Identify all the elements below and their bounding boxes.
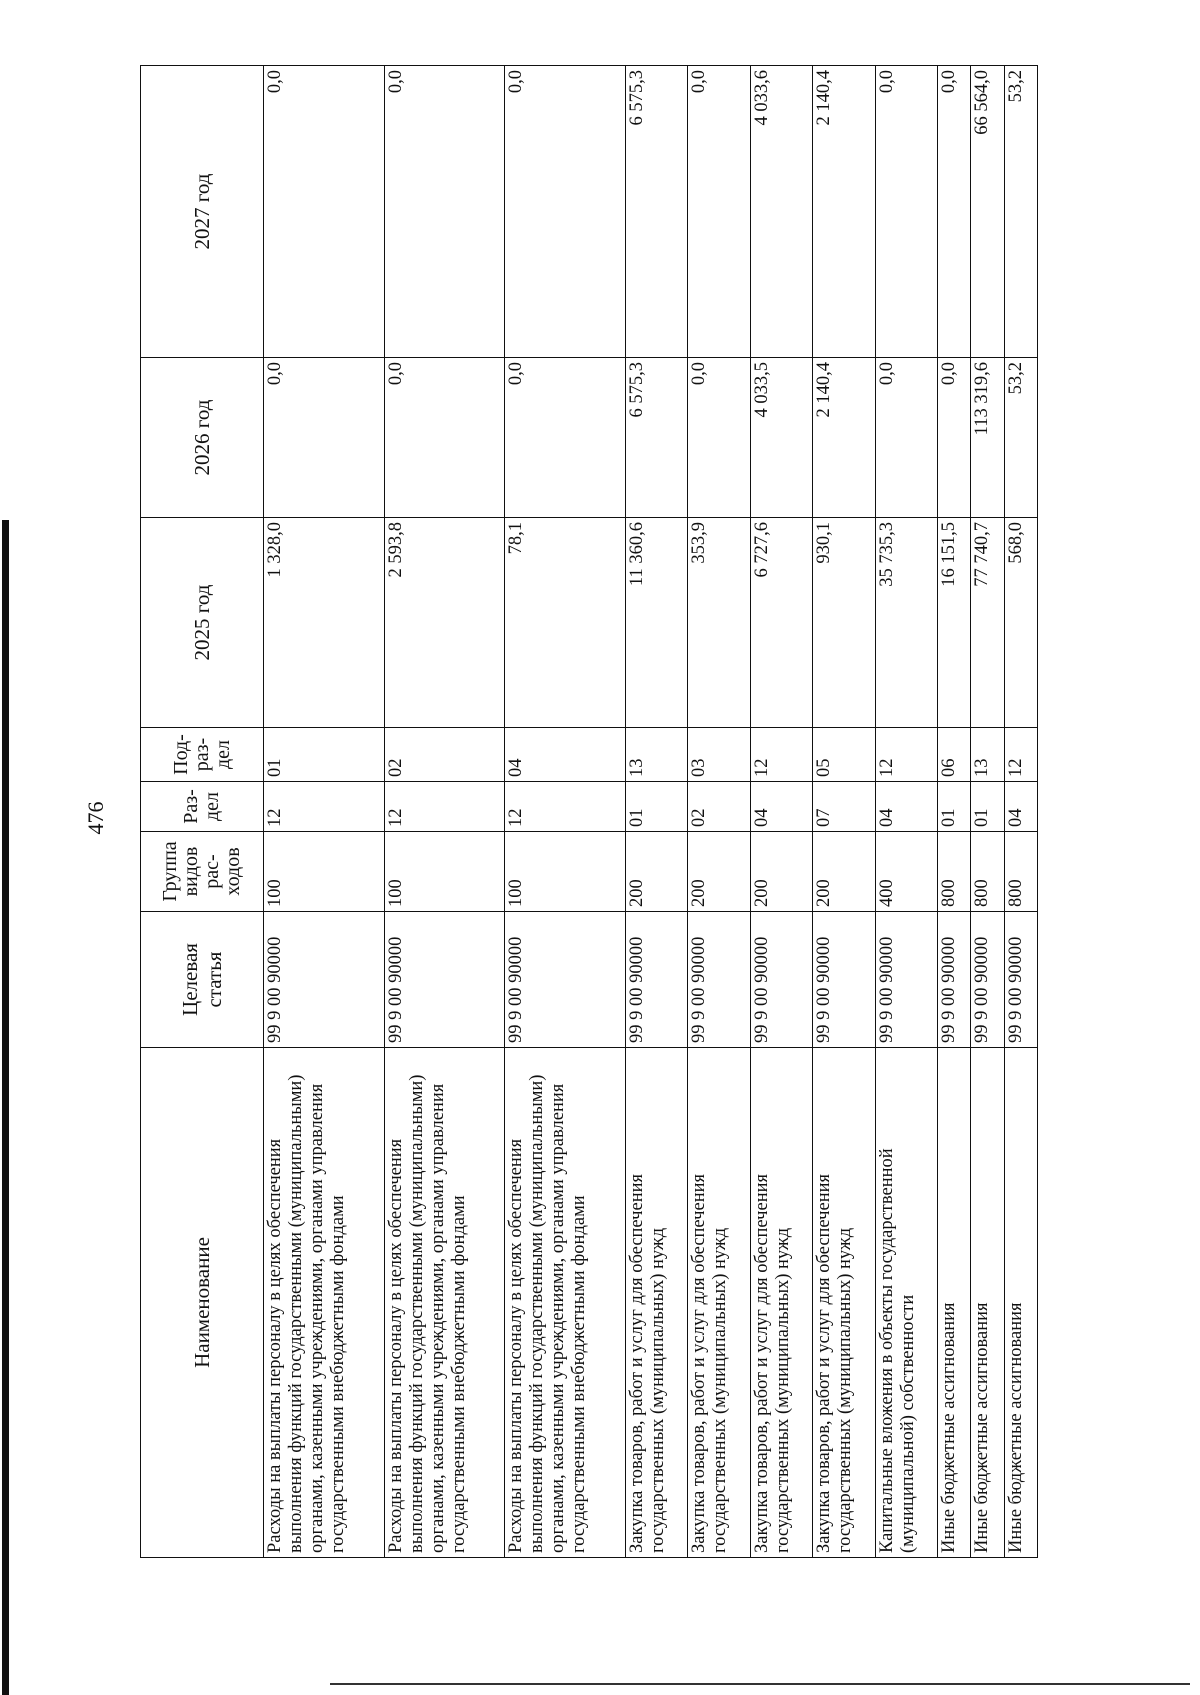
cell-group: 100 (264, 832, 385, 912)
cell-name: Иные бюджетные ассигнования (1004, 1048, 1037, 1558)
cell-group: 200 (626, 832, 688, 912)
cell-subsection: 01 (264, 728, 385, 782)
table-row (505, 66, 626, 1558)
cell-section: 07 (813, 782, 875, 832)
cell-target: 99 9 00 90000 (813, 912, 875, 1048)
cell-2025: 11 360,6 (626, 518, 688, 728)
cell-target: 99 9 00 90000 (264, 912, 385, 1048)
cell-2025: 78,1 (505, 518, 626, 728)
cell-target: 99 9 00 90000 (688, 912, 750, 1048)
cell-2026: 0,0 (264, 358, 385, 518)
table-row (813, 66, 875, 1558)
cell-name: Расходы на выплаты персоналу в целях обеспечения выполнения функций государственными (муниципальными) органами, казенными учреждениями, органами управления государственными внебюджетными фондами (384, 1048, 505, 1558)
cell-section: 02 (688, 782, 750, 832)
cell-2027: 0,0 (688, 66, 750, 358)
cell-2027: 4 033,6 (750, 66, 812, 358)
cell-section: 04 (750, 782, 812, 832)
table-row (971, 66, 1004, 1558)
cell-2026: 53,2 (1004, 358, 1037, 518)
cell-section: 01 (938, 782, 971, 832)
cell-section: 04 (1004, 782, 1037, 832)
cell-2025: 2 593,8 (384, 518, 505, 728)
cell-group: 100 (384, 832, 505, 912)
cell-2026: 0,0 (505, 358, 626, 518)
cell-2026: 0,0 (688, 358, 750, 518)
cell-2025: 6 727,6 (750, 518, 812, 728)
cell-2026: 0,0 (384, 358, 505, 518)
header-name: Наименование (141, 1048, 264, 1558)
header-subsection: Под- раз- дел (141, 728, 264, 782)
table-row (938, 66, 971, 1558)
header-2025: 2025 год (141, 518, 264, 728)
header-2027: 2027 год (141, 66, 264, 358)
cell-2027: 0,0 (875, 66, 937, 358)
cell-2027: 2 140,4 (813, 66, 875, 358)
cell-target: 99 9 00 90000 (384, 912, 505, 1048)
cell-section: 12 (384, 782, 505, 832)
cell-section: 12 (264, 782, 385, 832)
cell-subsection: 04 (505, 728, 626, 782)
cell-name: Иные бюджетные ассигнования (971, 1048, 1004, 1558)
table-row (626, 66, 688, 1558)
cell-target: 99 9 00 90000 (1004, 912, 1037, 1048)
table-body (264, 66, 1038, 1558)
cell-subsection: 06 (938, 728, 971, 782)
cell-subsection: 12 (750, 728, 812, 782)
cell-name: Капитальные вложения в объекты государственной (муниципальной) собственности (875, 1048, 937, 1558)
cell-2026: 6 575,3 (626, 358, 688, 518)
header-2026: 2026 год (141, 358, 264, 518)
cell-target: 99 9 00 90000 (875, 912, 937, 1048)
cell-section: 12 (505, 782, 626, 832)
cell-subsection: 02 (384, 728, 505, 782)
cell-subsection: 13 (626, 728, 688, 782)
cell-group: 200 (688, 832, 750, 912)
table-row (1004, 66, 1037, 1558)
cell-name: Иные бюджетные ассигнования (938, 1048, 971, 1558)
table-row (875, 66, 937, 1558)
cell-name: Расходы на выплаты персоналу в целях обеспечения выполнения функций государственными (муниципальными) органами, казенными учреждениями, органами управления государственными внебюджетными фондами (264, 1048, 385, 1558)
cell-2025: 930,1 (813, 518, 875, 728)
cell-subsection: 12 (875, 728, 937, 782)
cell-group: 200 (750, 832, 812, 912)
cell-group: 800 (1004, 832, 1037, 912)
cell-target: 99 9 00 90000 (971, 912, 1004, 1048)
table-row (264, 66, 385, 1558)
cell-subsection: 12 (1004, 728, 1037, 782)
cell-group: 800 (971, 832, 1004, 912)
cell-2025: 16 151,5 (938, 518, 971, 728)
cell-2027: 66 564,0 (971, 66, 1004, 358)
cell-group: 100 (505, 832, 626, 912)
cell-2027: 0,0 (384, 66, 505, 358)
cell-2026: 113 319,6 (971, 358, 1004, 518)
cell-section: 01 (626, 782, 688, 832)
cell-2025: 353,9 (688, 518, 750, 728)
cell-2025: 1 328,0 (264, 518, 385, 728)
cell-target: 99 9 00 90000 (505, 912, 626, 1048)
table-header-row (141, 66, 264, 1558)
cell-name: Закупка товаров, работ и услуг для обеспечения государственных (муниципальных) нужд (688, 1048, 750, 1558)
table-row (688, 66, 750, 1558)
page-number: 476 (83, 801, 108, 835)
cell-subsection: 13 (971, 728, 1004, 782)
cell-2026: 0,0 (875, 358, 937, 518)
cell-group: 200 (813, 832, 875, 912)
header-target: Целевая статья (141, 912, 264, 1048)
cell-target: 99 9 00 90000 (750, 912, 812, 1048)
cell-name: Закупка товаров, работ и услуг для обеспечения государственных (муниципальных) нужд (750, 1048, 812, 1558)
cell-section: 04 (875, 782, 937, 832)
bottom-rule (330, 1683, 1190, 1685)
cell-name: Расходы на выплаты персоналу в целях обеспечения выполнения функций государственными (муниципальными) органами, казенными учреждениями, органами управления государственными внебюджетными фондами (505, 1048, 626, 1558)
cell-subsection: 03 (688, 728, 750, 782)
cell-2027: 0,0 (505, 66, 626, 358)
cell-2026: 2 140,4 (813, 358, 875, 518)
cell-2027: 0,0 (264, 66, 385, 358)
cell-2025: 35 735,3 (875, 518, 937, 728)
cell-name: Закупка товаров, работ и услуг для обеспечения государственных (муниципальных) нужд (813, 1048, 875, 1558)
rotated-table-wrapper (140, 66, 1038, 1558)
cell-target: 99 9 00 90000 (626, 912, 688, 1048)
cell-target: 99 9 00 90000 (938, 912, 971, 1048)
cell-2027: 0,0 (938, 66, 971, 358)
cell-group: 400 (875, 832, 937, 912)
cell-2026: 4 033,5 (750, 358, 812, 518)
header-group: Группа видов рас- ходов (141, 832, 264, 912)
budget-table (140, 65, 1038, 1558)
cell-name: Закупка товаров, работ и услуг для обеспечения государственных (муниципальных) нужд (626, 1048, 688, 1558)
table-row (750, 66, 812, 1558)
scan-edge-bar (2, 520, 9, 1695)
cell-2026: 0,0 (938, 358, 971, 518)
header-section: Раз- дел (141, 782, 264, 832)
cell-2025: 77 740,7 (971, 518, 1004, 728)
cell-group: 800 (938, 832, 971, 912)
table-row (384, 66, 505, 1558)
cell-2027: 6 575,3 (626, 66, 688, 358)
cell-2025: 568,0 (1004, 518, 1037, 728)
cell-2027: 53,2 (1004, 66, 1037, 358)
cell-section: 01 (971, 782, 1004, 832)
cell-subsection: 05 (813, 728, 875, 782)
